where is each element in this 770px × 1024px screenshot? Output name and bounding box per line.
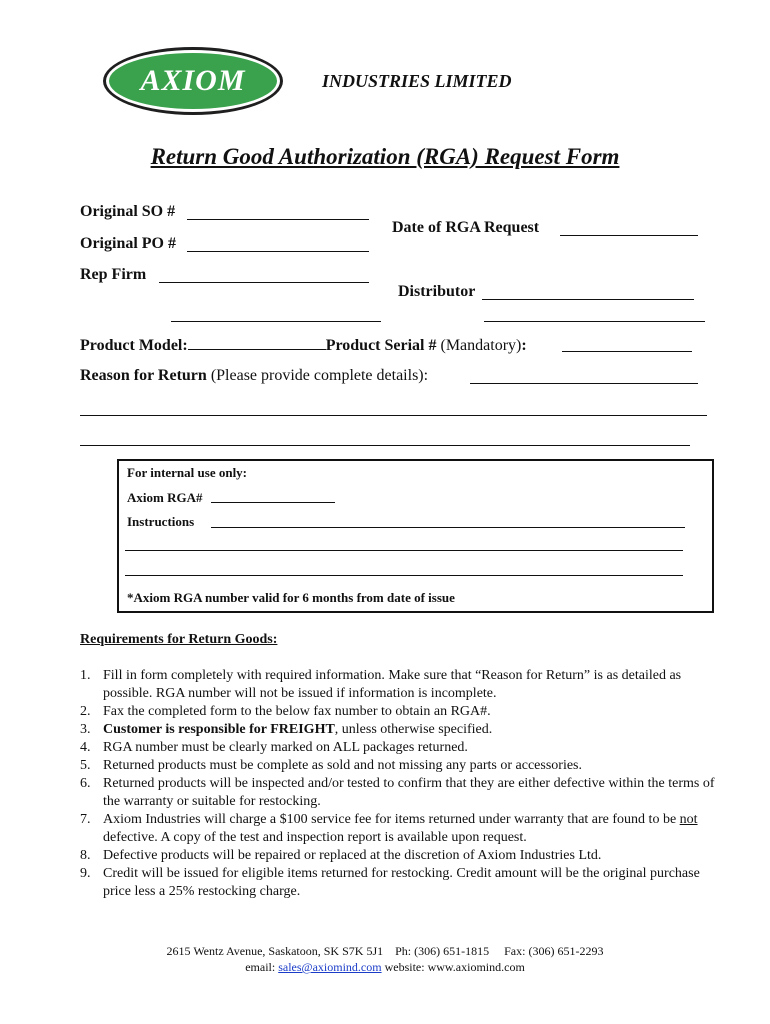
date-of-rga-line[interactable] <box>560 235 698 236</box>
list-item: 5. Returned products must be complete as sold and not missing any parts or accessories. <box>80 758 583 773</box>
reason-line-1[interactable] <box>470 383 698 384</box>
distributor-line[interactable] <box>482 299 694 300</box>
list-item: 6. Returned products will be inspected and/or tested to confirm that they are either defective within the terms of the warranty or suitable for restocking. <box>80 776 715 809</box>
footer-contact <box>0 944 770 959</box>
footer-phone: Ph: (306) 651-1815 <box>395 944 490 958</box>
list-item: 7. Axiom Industries will charge a $100 service fee for items returned under warranty that are found to be not defective. A copy of the test and inspection report is available upon request. <box>80 812 698 845</box>
reason-row <box>80 367 428 385</box>
distributor-line-2[interactable] <box>484 321 705 322</box>
validity-note: *Axiom RGA number valid for 6 months from date of issue <box>127 590 455 605</box>
original-so-line[interactable] <box>187 219 369 220</box>
freight-emphasis: Customer is responsible for FREIGHT <box>103 722 335 737</box>
original-po-label: Original PO # <box>80 235 176 252</box>
rep-firm-line[interactable] <box>159 282 369 283</box>
product-serial-label: Product Serial # <box>325 337 437 354</box>
rep-firm-label: Rep Firm <box>80 266 147 283</box>
footer-fax: Fax: (306) 651-2293 <box>504 944 604 958</box>
distributor-label: Distributor <box>398 283 476 300</box>
original-po-line[interactable] <box>187 251 369 252</box>
product-model-colon: : <box>182 337 188 354</box>
instructions-line-2[interactable] <box>125 550 683 551</box>
reason-label: Reason for Return <box>80 367 207 384</box>
axiom-logo <box>103 47 283 115</box>
list-item: 2. Fax the completed form to the below fax number to obtain an RGA#. <box>80 704 491 719</box>
requirements-list <box>80 667 720 901</box>
reason-line-3[interactable] <box>80 445 690 446</box>
form-title: Return Good Authorization (RGA) Request Form <box>150 144 620 169</box>
product-serial-colon: : <box>521 337 527 354</box>
instructions-line-1[interactable] <box>211 527 685 528</box>
instructions-label: Instructions <box>127 514 195 529</box>
rep-firm-line-2[interactable] <box>171 321 381 322</box>
list-item: 1. Fill in form completely with required information. Make sure that “Reason for Return” is as detailed as possible. RGA number will not be issued if information is incomplete. <box>80 668 682 701</box>
product-serial-note: (Mandatory) <box>440 337 522 354</box>
email-link[interactable]: sales@axiomind.com <box>278 960 382 974</box>
footer-web: email: sales@axiomind.com website: www.axiomind.com <box>245 960 525 974</box>
website-link[interactable]: www.axiomind.com <box>427 960 525 974</box>
instructions-line-3[interactable] <box>125 575 683 576</box>
axiom-rga-line[interactable] <box>211 502 335 503</box>
list-item: 3. Customer is responsible for FREIGHT, unless otherwise specified. <box>80 722 493 737</box>
reason-note: (Please provide complete details): <box>210 367 429 384</box>
requirements-title: Requirements for Return Goods: <box>80 632 278 647</box>
footer-address: 2615 Wentz Avenue, Saskatoon, SK S7K 5J1 <box>166 944 384 958</box>
internal-use-box <box>117 459 714 613</box>
product-model-label: Product Model <box>80 337 183 354</box>
reason-line-2[interactable] <box>80 415 707 416</box>
list-item: 8. Defective products will be repaired or replaced at the discretion of Axiom Industries Ltd. <box>80 848 602 863</box>
logo-oval <box>109 53 277 109</box>
date-of-rga-label: Date of RGA Request <box>392 219 540 236</box>
original-so-label: Original SO # <box>80 203 176 220</box>
list-item: 9. Credit will be issued for eligible items returned for restocking. Credit amount will be the original purchase price less a 25% restocking charge. <box>80 866 700 899</box>
axiom-rga-label: Axiom RGA# <box>127 490 203 505</box>
not-emphasis: not <box>679 812 698 827</box>
company-name: INDUSTRIES LIMITED <box>322 71 512 91</box>
product-serial-line[interactable] <box>562 351 692 352</box>
internal-heading: For internal use only: <box>127 465 248 480</box>
list-item: 4. RGA number must be clearly marked on ALL packages returned. <box>80 740 468 755</box>
product-model-line[interactable] <box>188 335 326 350</box>
product-row <box>80 335 527 355</box>
logo-text: AXIOM <box>140 64 246 97</box>
